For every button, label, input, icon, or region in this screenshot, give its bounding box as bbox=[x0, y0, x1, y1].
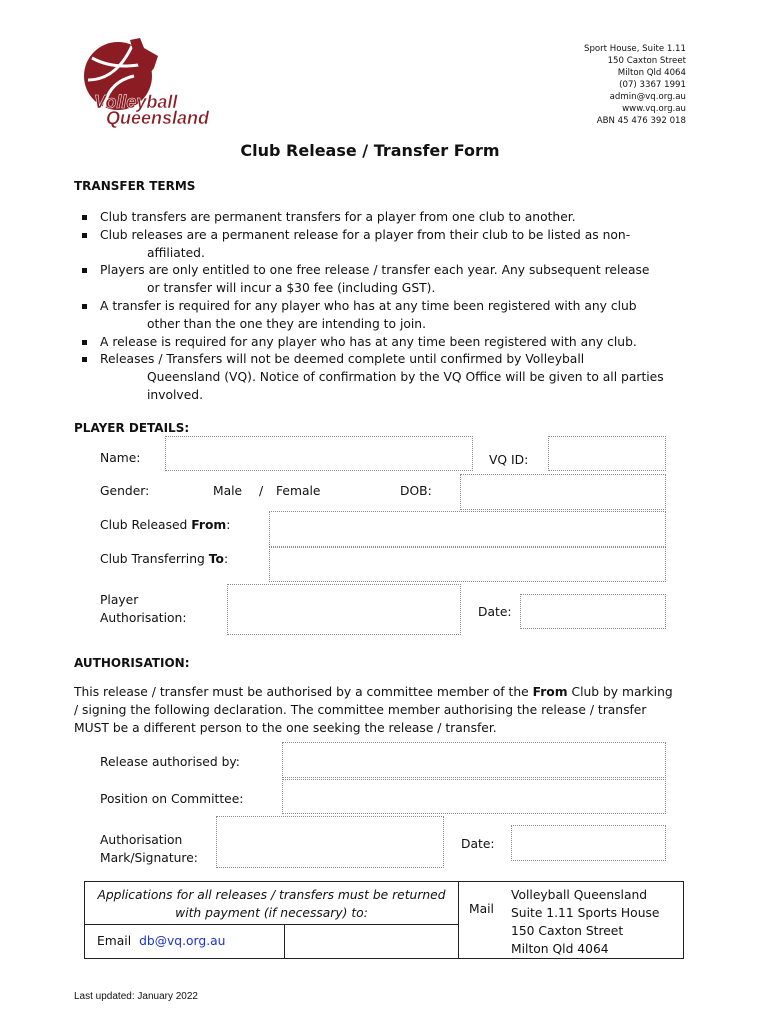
label-line: Player bbox=[100, 593, 139, 607]
mail-label: Mail bbox=[469, 902, 494, 916]
term-text: A transfer is required for any player who has at any time been registered with any club bbox=[100, 298, 637, 313]
submission-info-table bbox=[84, 881, 684, 959]
list-item bbox=[80, 298, 680, 334]
org-address-block bbox=[584, 43, 686, 127]
para-text: Club by marking / signing the following declaration. The committee member authorising the release / transfer MUST be a different person to the one seeking the release / transfer. bbox=[74, 685, 673, 735]
term-text-continued: other than the one they are intending to join. bbox=[147, 316, 426, 331]
transfer-terms-heading: TRANSFER TERMS bbox=[74, 179, 196, 193]
volleyball-queensland-logo bbox=[74, 36, 224, 128]
gender-label: Gender: bbox=[100, 484, 150, 498]
label-colon: : bbox=[223, 552, 229, 566]
email-line: admin@vq.org.au bbox=[609, 92, 686, 102]
label-text: Club Transferring bbox=[100, 552, 209, 566]
player-details-heading: PLAYER DETAILS: bbox=[74, 421, 190, 435]
list-item bbox=[80, 209, 680, 227]
club-transferring-to-field[interactable] bbox=[269, 547, 666, 582]
address-line: 150 Caxton Street bbox=[607, 56, 686, 66]
authorisation-paragraph bbox=[74, 683, 674, 737]
gender-option-male[interactable]: Male bbox=[213, 484, 243, 498]
submission-instructions bbox=[85, 882, 458, 925]
phone-line: (07) 3367 1991 bbox=[619, 80, 686, 90]
position-on-committee-label: Position on Committee: bbox=[100, 792, 244, 806]
label-emphasis: To bbox=[208, 552, 224, 566]
term-text: Club releases are a permanent release for a player from their club to be listed as non- bbox=[100, 227, 631, 242]
form-title: Club Release / Transfer Form bbox=[240, 141, 500, 160]
authorisation-signature-field[interactable] bbox=[216, 816, 444, 868]
bullet-icon bbox=[82, 268, 87, 273]
bullet-icon bbox=[82, 304, 87, 309]
player-date-field[interactable] bbox=[520, 594, 666, 629]
term-text: A release is required for any player who has at any time been registered with any club. bbox=[100, 334, 637, 349]
label-line: Authorisation bbox=[100, 833, 183, 847]
authorisation-heading: AUTHORISATION: bbox=[74, 656, 190, 670]
term-text-continued: affiliated. bbox=[147, 245, 205, 260]
name-field[interactable] bbox=[165, 436, 473, 471]
para-text: This release / transfer must be authorised by a committee member of the bbox=[74, 685, 533, 699]
player-authorisation-field[interactable] bbox=[227, 584, 461, 635]
authorisation-date-field[interactable] bbox=[511, 825, 666, 861]
para-emphasis: From bbox=[532, 685, 568, 699]
logo-text-line1: Volleyball bbox=[94, 92, 178, 112]
term-text: Releases / Transfers will not be deemed complete until confirmed by Volleyball bbox=[100, 352, 585, 367]
player-date-label: Date: bbox=[478, 605, 512, 619]
list-item bbox=[80, 351, 680, 404]
email-label: Email bbox=[97, 934, 132, 948]
last-updated-footer: Last updated: January 2022 bbox=[74, 991, 198, 1002]
term-text-continued: Queensland (VQ). Notice of confirmation by the VQ Office will be given to all parties bbox=[147, 370, 664, 385]
label-line: Authorisation: bbox=[100, 611, 187, 625]
logo-text-line2: Queensland bbox=[106, 108, 210, 128]
label-colon: : bbox=[226, 518, 231, 532]
club-released-from-field[interactable] bbox=[269, 511, 666, 547]
address-line: Sport House, Suite 1.11 bbox=[583, 44, 686, 54]
submission-left-column bbox=[85, 882, 459, 958]
position-on-committee-field[interactable] bbox=[282, 779, 666, 814]
transfer-terms-list bbox=[80, 209, 680, 405]
mail-address-line: Suite 1.11 Sports House bbox=[511, 906, 660, 920]
name-label: Name: bbox=[100, 451, 141, 465]
club-transferring-to-label bbox=[100, 550, 228, 568]
address-line: Milton Qld 4064 bbox=[617, 68, 686, 78]
mail-address-line: Volleyball Queensland bbox=[511, 888, 648, 902]
label-emphasis: From bbox=[191, 518, 227, 532]
mail-address-line: 150 Caxton Street bbox=[511, 924, 624, 938]
bullet-icon bbox=[82, 233, 87, 238]
term-text-continued: or transfer will incur a $30 fee (including GST). bbox=[147, 281, 436, 296]
term-text: Club transfers are permanent transfers for a player from one club to another. bbox=[100, 210, 576, 224]
dob-label: DOB: bbox=[400, 484, 432, 498]
list-item bbox=[80, 227, 680, 263]
authorisation-date-label: Date: bbox=[461, 837, 495, 851]
vq-id-field[interactable] bbox=[548, 436, 666, 471]
abn-line: ABN 45 476 392 018 bbox=[596, 116, 686, 126]
gender-separator: / bbox=[259, 484, 264, 498]
label-text: Club Released bbox=[100, 518, 192, 532]
release-authorised-by-label: Release authorised by: bbox=[100, 755, 240, 769]
term-text: Players are only entitled to one free release / transfer each year. Any subsequent release bbox=[100, 263, 650, 278]
list-item bbox=[80, 334, 680, 352]
vq-id-label: VQ ID: bbox=[489, 453, 529, 467]
email-cell bbox=[85, 925, 285, 958]
dob-field[interactable] bbox=[460, 474, 666, 510]
email-link[interactable]: db@vq.org.au bbox=[139, 934, 226, 948]
instruction-line: with payment (if necessary) to: bbox=[175, 906, 368, 920]
bullet-icon bbox=[82, 357, 87, 362]
instruction-line: Applications for all releases / transfers must be returned bbox=[97, 888, 446, 902]
release-authorised-by-field[interactable] bbox=[282, 742, 666, 778]
player-authorisation-label bbox=[100, 591, 186, 627]
term-text-continued: involved. bbox=[147, 387, 203, 402]
bullet-icon bbox=[82, 215, 87, 220]
label-line: Mark/Signature: bbox=[100, 851, 198, 865]
club-released-from-label bbox=[100, 516, 230, 534]
list-item bbox=[80, 262, 680, 298]
authorisation-mark-label bbox=[100, 831, 198, 867]
bullet-icon bbox=[82, 340, 87, 345]
mail-address-line: Milton Qld 4064 bbox=[511, 942, 609, 956]
website-line: www.vq.org.au bbox=[622, 104, 686, 114]
mail-address bbox=[511, 886, 659, 958]
gender-option-female[interactable]: Female bbox=[276, 484, 321, 498]
